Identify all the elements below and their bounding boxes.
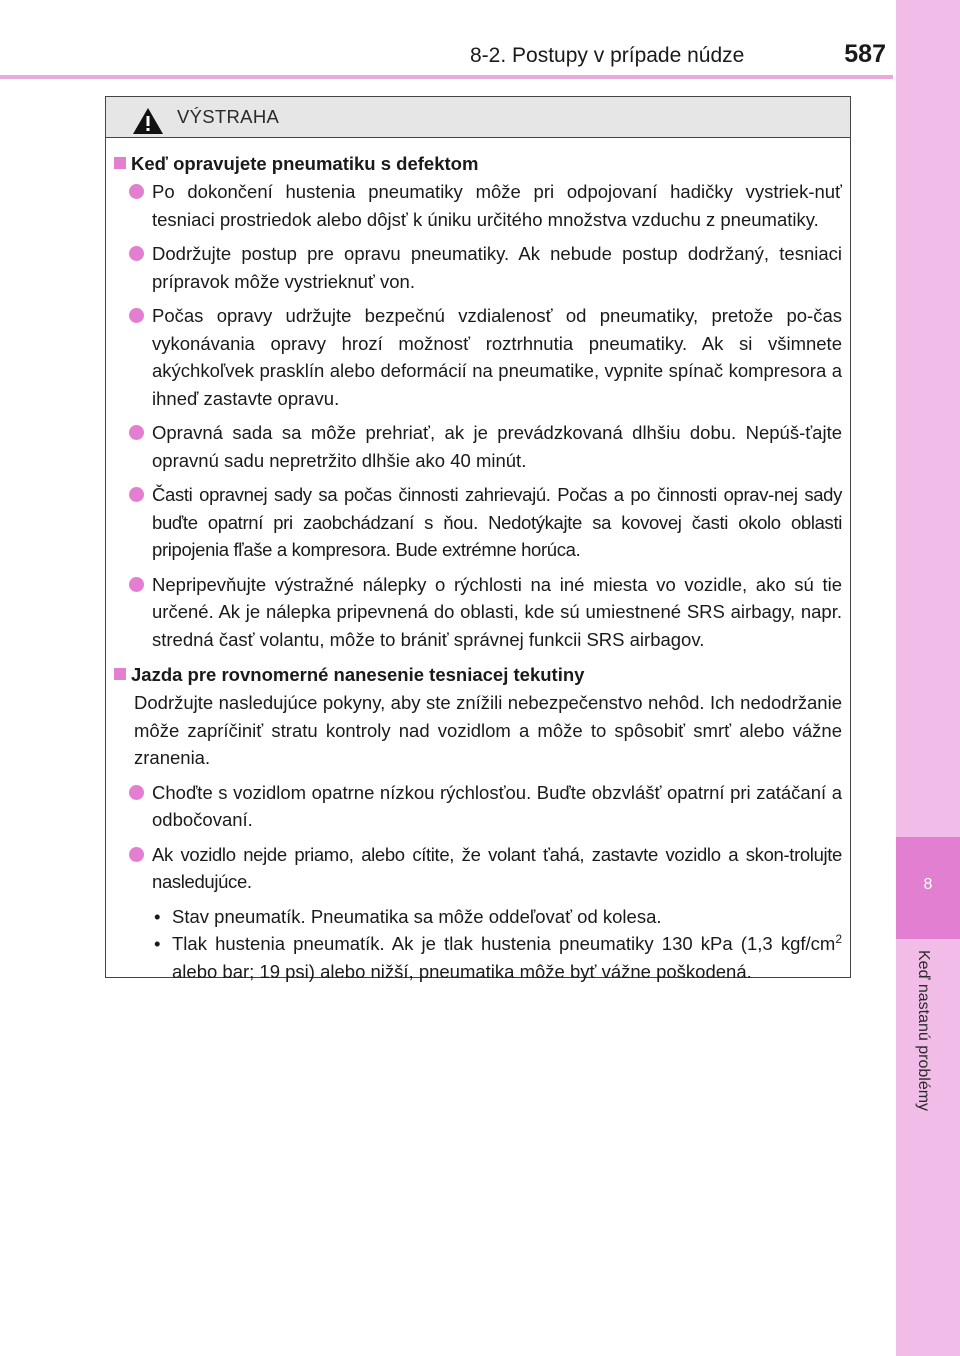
section-heading-text: Jazda pre rovnomerné nanesenie tesniacej tekutiny xyxy=(131,664,585,685)
list-item-text: Choďte s vozidlom opatrne nízkou rýchlosťou. Buďte obzvlášť opatrní pri zatáčaní a odbočovaní. xyxy=(152,781,842,830)
warning-triangle-icon xyxy=(132,107,164,135)
circle-bullet-icon xyxy=(129,577,144,592)
list-item-text: Počas opravy udržujte bezpečnú vzdialenosť od pneumatiky, pretože po-čas vykonávania opravy hrozí možnosť roztrhnutia pneumatiky. Ak si všimnete akýchkoľvek prasklín alebo deformácií na pneumatike, vypnite spínač kompresora a ihneď zastavte opravu. xyxy=(152,305,842,409)
section-heading-flat-tire xyxy=(106,149,842,178)
chapter-side-tab xyxy=(896,0,960,1356)
warning-title: VÝSTRAHA xyxy=(177,106,280,127)
warning-body xyxy=(106,138,850,985)
sub-list-item-text: Tlak hustenia pneumatík. Ak je tlak hustenia pneumatiky 130 kPa (1,3 kgf/$cm^2$ alebo bar; 19 psi) alebo nižší, pneumatika môže byť vážne poškodená. xyxy=(172,931,842,982)
list-item xyxy=(106,419,842,474)
list-item-text: Časti opravnej sady sa počas činnosti zahrievajú. Počas a po činnosti oprav-nej sady buďte opatrní pri zaobchádzaní s ňou. Nedotýkajte sa kovovej časti okolo oblasti pripojenia fľaše a kompresora. Bude extrémne horúca. xyxy=(152,484,842,560)
superscript: 2 xyxy=(835,931,842,946)
circle-bullet-icon xyxy=(129,785,144,800)
chapter-number: 8 xyxy=(923,876,933,893)
sub-list xyxy=(106,903,842,986)
sub-list-item xyxy=(152,903,842,931)
square-bullet-icon xyxy=(114,668,126,680)
section-heading-driving xyxy=(106,660,842,689)
list-item xyxy=(106,178,842,233)
list-item xyxy=(106,481,842,564)
list-item xyxy=(106,779,842,834)
list-item-text: Dodržujte postup pre opravu pneumatiky. Ak nebude postup dodržaný, tesniaci prípravok môže vystrieknuť von. xyxy=(152,243,842,292)
circle-bullet-icon xyxy=(129,184,144,199)
circle-bullet-icon xyxy=(129,308,144,323)
section-heading-text: Keď opravujete pneumatiku s defektom xyxy=(131,153,479,174)
circle-bullet-icon xyxy=(129,487,144,502)
circle-bullet-icon xyxy=(129,425,144,440)
section-intro: Dodržujte nasledujúce pokyny, aby ste znížili nebezpečenstvo nehôd. Ich nedodržanie môže zapríčiniť stratu kontroly nad vozidlom a môže to spôsobiť smrť alebo vážne zranenia. xyxy=(134,692,842,768)
list-item-text: Opravná sada sa môže prehriať, ak je prevádzkovaná dlhšiu dobu. Nepúš-ťajte opravnú sadu nepretržito dlhšie ako 40 minút. xyxy=(152,422,842,471)
list-item xyxy=(106,571,842,654)
circle-bullet-icon xyxy=(129,246,144,261)
sub-list-item xyxy=(152,930,842,985)
list-item-text: Ak vozidlo nejde priamo, alebo cítite, že volant ťahá, zastavte vozidlo a skon-trolujte nasledujúce. xyxy=(152,843,842,892)
circle-bullet-icon xyxy=(129,847,144,862)
header-divider xyxy=(0,75,893,79)
list-item xyxy=(106,240,842,295)
page-number: 587 xyxy=(844,40,886,68)
sub-list-item-text: Stav pneumatík. Pneumatika sa môže oddeľovať od kolesa. xyxy=(172,905,662,927)
section-title: 8-2. Postupy v prípade núdze xyxy=(470,44,745,67)
warning-header xyxy=(106,97,850,138)
list-item-text: Nepripevňujte výstražné nálepky o rýchlosti na iné miesta vo vozidle, ako sú tie určené. Ak je nálepka pripevnená do oblasti, kde sú umiestnené SRS airbagy, napr. stredná časť volantu, môže to brániť správnej funkcii SRS airbagov. xyxy=(152,573,842,650)
list-item-text: Po dokončení hustenia pneumatiky môže pri odpojovaní hadičky vystriek-nuť tesniaci prostriedok alebo dôjsť k úniku určitého množstva vzduchu z pneumatiky. xyxy=(152,181,842,230)
dot-bullet-icon: • xyxy=(154,933,161,954)
warning-box xyxy=(105,96,851,982)
list-item xyxy=(106,841,842,896)
chapter-title: Keď nastanú problémy xyxy=(915,950,932,1112)
list-item xyxy=(106,302,842,412)
dot-bullet-icon: • xyxy=(154,905,161,927)
square-bullet-icon xyxy=(114,157,126,169)
